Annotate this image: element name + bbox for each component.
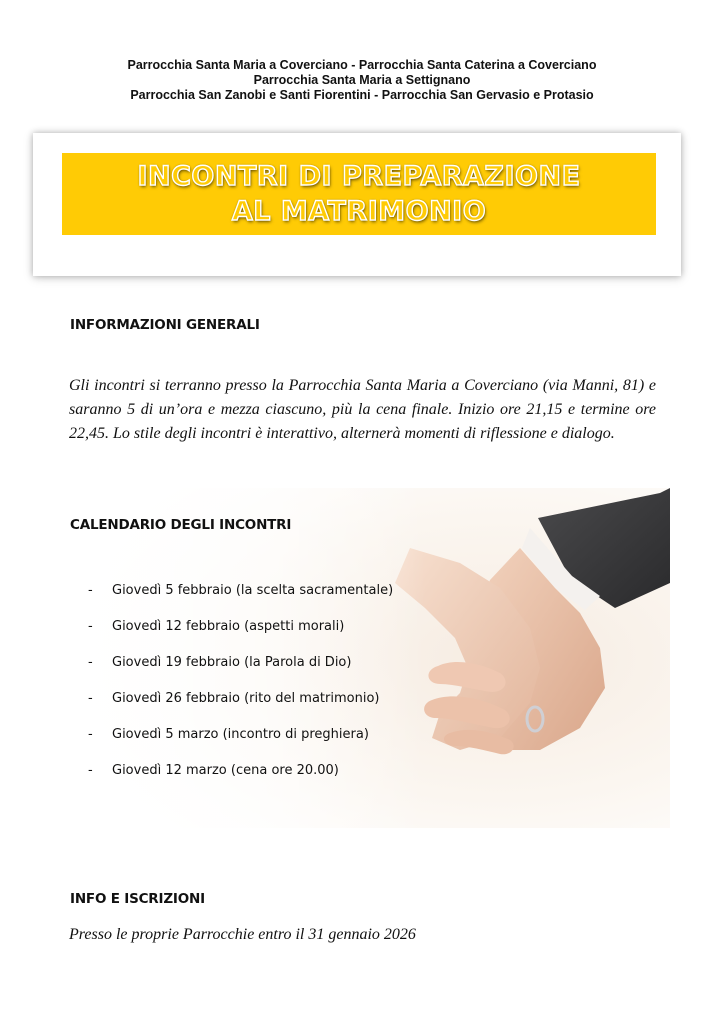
calendar-item (88, 619, 393, 655)
general-info-text: Gli incontri si terranno presso la Parrocchia Santa Maria a Coverciano (via Manni, 81) e saranno 5 di un’ora e mezza ciascuno, più la cena finale. Inizio ore 21,15 e termine ore 22,45. Lo stile degli incontri è interattivo, alternerà momenti di riflessione e dialogo. (69, 377, 656, 442)
list-bullet: - (88, 583, 93, 598)
calendar-list (88, 583, 393, 799)
list-bullet: - (88, 763, 93, 778)
general-info-heading: INFORMAZIONI GENERALI (70, 317, 260, 333)
list-bullet: - (88, 727, 93, 742)
calendar-item-text: Giovedì 5 febbraio (la scelta sacramentale) (112, 583, 394, 598)
title-banner (62, 153, 656, 235)
calendar-item (88, 655, 393, 691)
list-bullet: - (88, 691, 93, 706)
parish-header (0, 58, 724, 103)
calendar-item-text: Giovedì 12 marzo (cena ore 20.00) (112, 763, 339, 778)
list-bullet: - (88, 655, 93, 670)
registration-heading: INFO E ISCRIZIONI (70, 891, 205, 907)
calendar-item (88, 763, 393, 799)
calendar-item-text: Giovedì 12 febbraio (aspetti morali) (112, 619, 345, 634)
calendar-item (88, 727, 393, 763)
parish-header-line: Parrocchia Santa Maria a Settignano (253, 73, 471, 87)
parish-header-line: Parrocchia San Zanobi e Santi Fiorentini - Parrocchia San Gervasio e Protasio (130, 88, 594, 102)
parish-header-line: Parrocchia Santa Maria a Coverciano - Parrocchia Santa Caterina a Coverciano (127, 58, 597, 72)
banner-title-line: AL MATRIMONIO (231, 196, 487, 227)
banner-title-line: INCONTRI DI PREPARAZIONE (137, 161, 581, 192)
calendar-item-text: Giovedì 19 febbraio (la Parola di Dio) (112, 655, 352, 670)
calendar-heading: CALENDARIO DEGLI INCONTRI (70, 517, 292, 533)
list-bullet: - (88, 619, 93, 634)
registration-text: Presso le proprie Parrocchie entro il 31 gennaio 2026 (69, 926, 416, 943)
calendar-item-text: Giovedì 26 febbraio (rito del matrimonio) (112, 691, 380, 706)
calendar-item (88, 691, 393, 727)
calendar-item-text: Giovedì 5 marzo (incontro di preghiera) (112, 727, 369, 742)
calendar-item (88, 583, 393, 619)
